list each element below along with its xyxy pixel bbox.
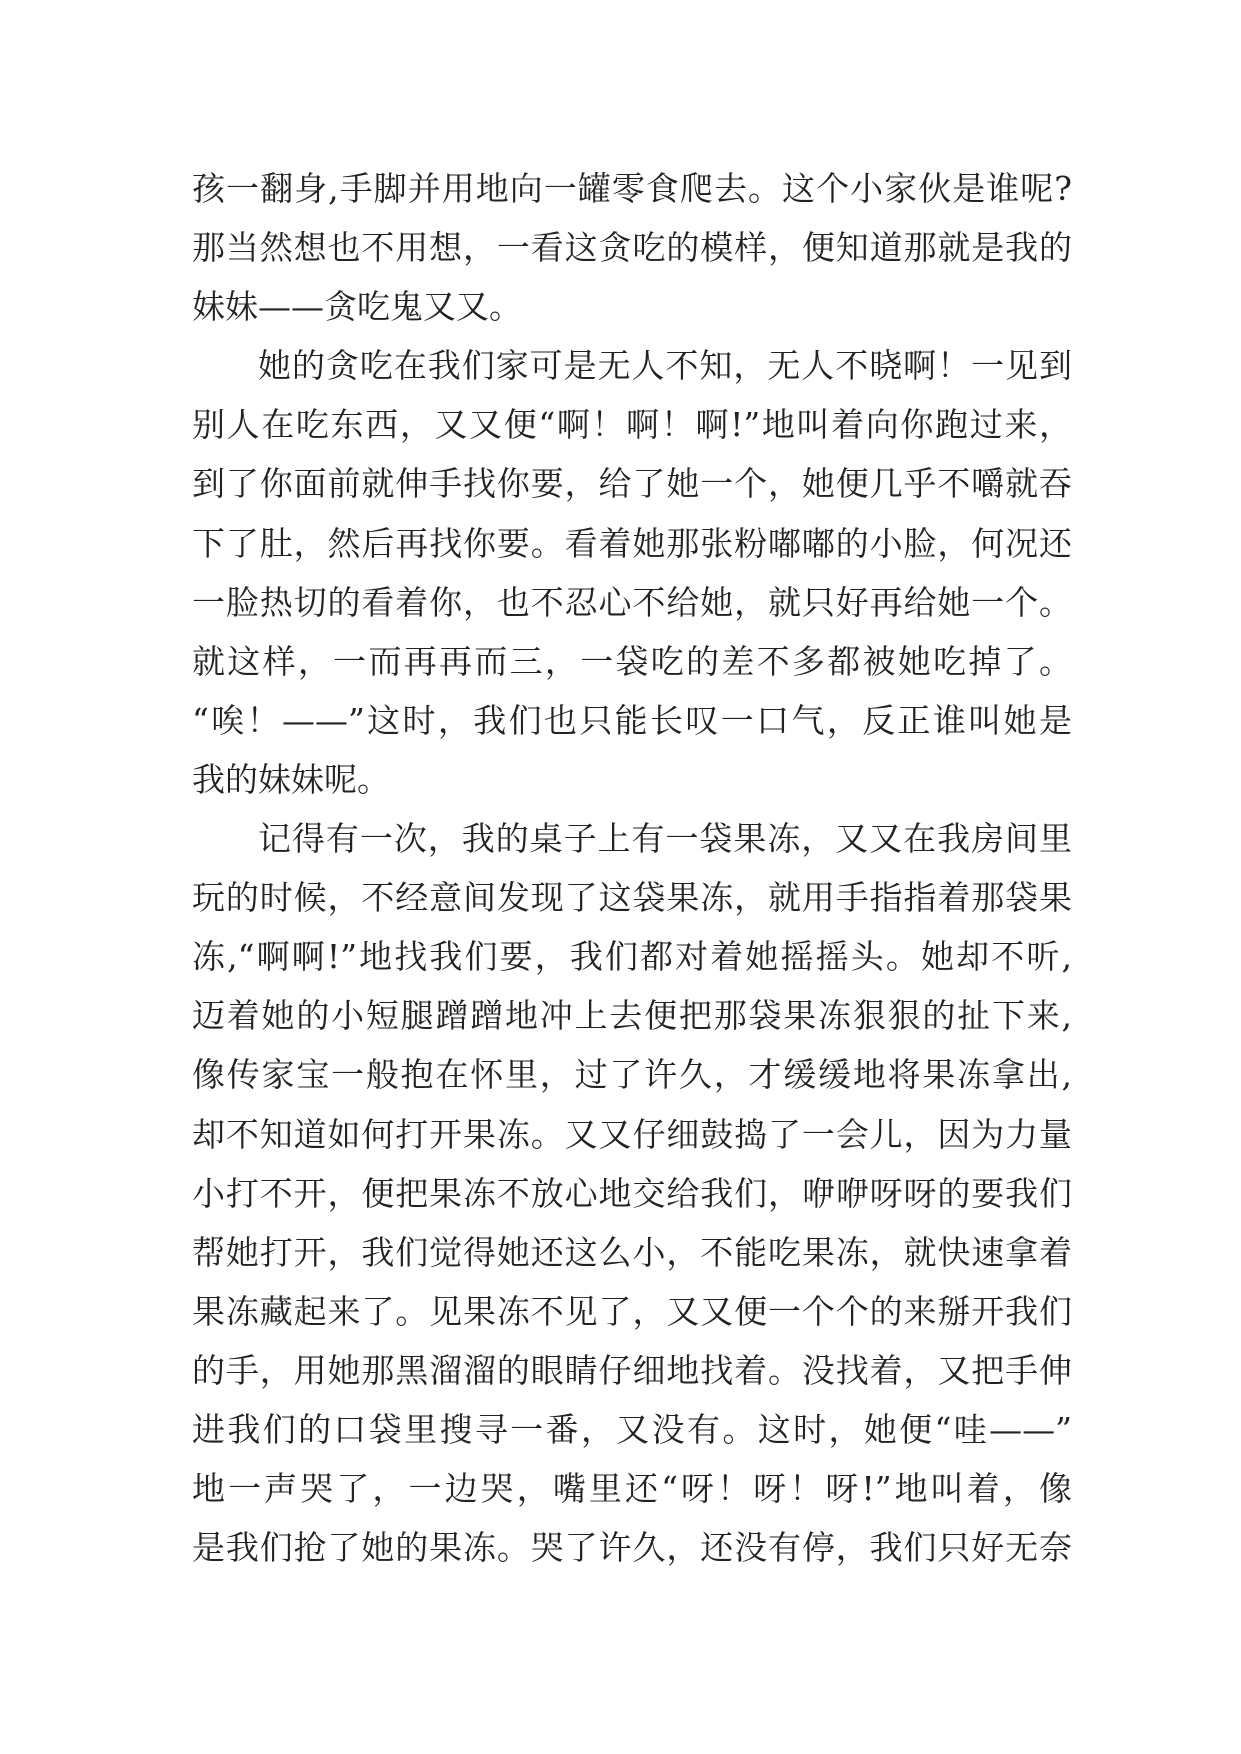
text-line: 小打不开，便把果冻不放心地交给我们，咿咿呀呀的要我们 xyxy=(192,1173,1072,1213)
text-line: 就这样，一而再再而三，一袋吃的差不多都被她吃掉了。 xyxy=(192,641,1072,681)
text-line: 我的妹妹呢。 xyxy=(192,759,390,799)
paragraph-first-line: 她的贪吃在我们家可是无人不知，无人不晓啊！一见到 xyxy=(258,346,1072,386)
text-line: 玩的时候，不经意间发现了这袋果冻，就用手指指着那袋果 xyxy=(192,878,1072,918)
text-line: 却不知道如何打开果冻。又又仔细鼓捣了一会儿，因为力量 xyxy=(192,1114,1072,1154)
text-line: 帮她打开，我们觉得她还这么小，不能吃果冻，就快速拿着 xyxy=(192,1232,1072,1272)
text-line: 到了你面前就伸手找你要，给了她一个，她便几乎不嚼就吞 xyxy=(192,464,1072,504)
text-line: 果冻藏起来了。见果冻不见了，又又便一个个的来掰开我们 xyxy=(192,1291,1072,1331)
text-line: 冻,“啊啊!”地找我们要，我们都对着她摇摇头。她却不听, xyxy=(192,937,1072,977)
text-line: 像传家宝一般抱在怀里，过了许久，才缓缓地将果冻拿出, xyxy=(192,1055,1072,1095)
paragraph-first-line: 记得有一次，我的桌子上有一袋果冻，又又在我房间里 xyxy=(258,819,1072,859)
text-line: 进我们的口袋里搜寻一番，又没有。这时，她便“哇——” xyxy=(192,1409,1072,1449)
text-line: “唉！——”这时，我们也只能长叹一口气，反正谁叫她是 xyxy=(192,700,1072,740)
text-line: 那当然想也不用想，一看这贪吃的模样，便知道那就是我的 xyxy=(192,228,1072,268)
text-line: 一脸热切的看着你，也不忍心不给她，就只好再给她一个。 xyxy=(192,582,1072,622)
text-line: 地一声哭了，一边哭，嘴里还“呀！呀！呀!”地叫着，像 xyxy=(192,1469,1072,1509)
text-line: 下了肚，然后再找你要。看着她那张粉嘟嘟的小脸，何况还 xyxy=(192,523,1072,563)
text-line: 妹妹——贪吃鬼又又。 xyxy=(192,287,522,327)
text-line: 是我们抢了她的果冻。哭了许久，还没有停，我们只好无奈 xyxy=(192,1528,1072,1568)
text-line: 别人在吃东西，又又便“啊！啊！啊!”地叫着向你跑过来， xyxy=(192,405,1072,445)
body-text xyxy=(192,159,1072,1577)
text-line: 孩一翻身,手脚并用地向一罐零食爬去。这个小家伙是谁呢? xyxy=(192,169,1072,208)
text-line: 迈着她的小短腿蹭蹭地冲上去便把那袋果冻狠狠的扯下来, xyxy=(192,996,1072,1036)
text-line: 的手，用她那黑溜溜的眼睛仔细地找着。没找着，又把手伸 xyxy=(192,1350,1072,1390)
